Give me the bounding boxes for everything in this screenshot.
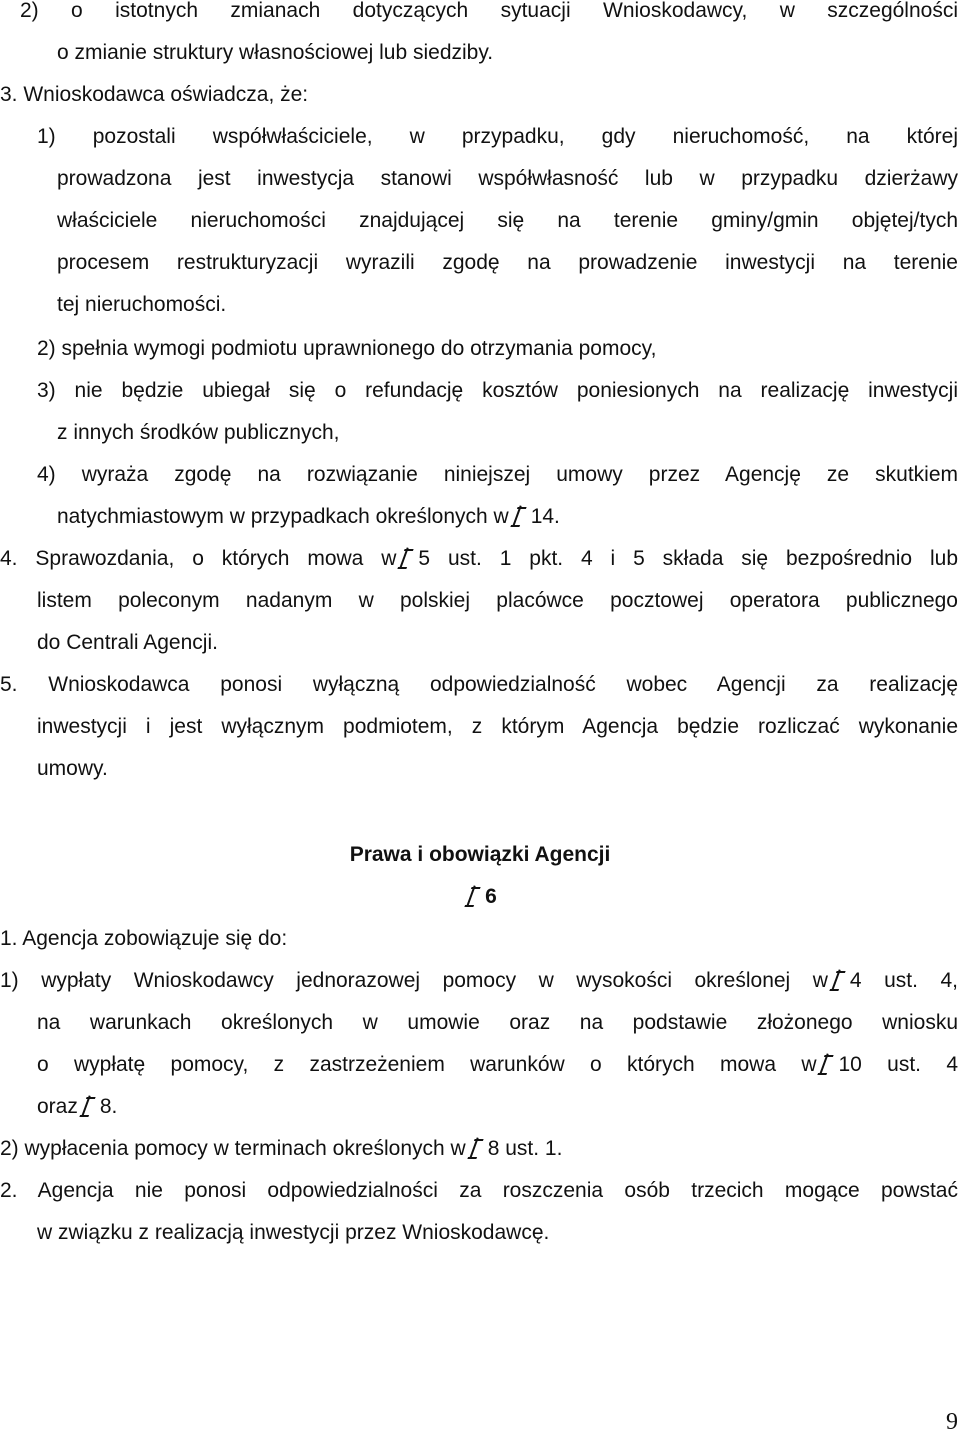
paragraph-3-4-cont <box>57 496 958 538</box>
text-line: umowy. <box>37 757 108 780</box>
paragraph-2-changes <box>20 0 958 32</box>
text-line: 1) pozostali współwłaściciele, w przypadku, gdy nieruchomość, na której <box>37 125 958 148</box>
page-number: 9 <box>946 1409 958 1435</box>
text-line: 1. Agencja zobowiązuje się do: <box>0 927 288 950</box>
section-sign-icon <box>470 1137 484 1159</box>
paragraph-3-3-line1 <box>37 370 958 412</box>
text-line: 3) nie będzie ubiegał się o refundację kosztów poniesionych na realizację inwestycji <box>37 379 958 402</box>
text-segment: o wypłatę pomocy, z zastrzeżeniem warunków o których mowa w <box>37 1053 817 1076</box>
paragraph-3-intro <box>0 74 958 116</box>
text-line <box>0 960 958 1002</box>
agency-1-intro <box>0 918 958 960</box>
paragraph-5-line1 <box>0 664 958 706</box>
text-line: na warunkach określonych w umowie oraz na podstawie złożonego wniosku <box>37 1011 958 1034</box>
text-segment: 8. <box>99 1095 118 1118</box>
text-segment: oraz <box>37 1095 78 1118</box>
text-line: tej nieruchomości. <box>57 293 227 316</box>
agency-1-1-line1 <box>0 960 958 1002</box>
text-line <box>0 538 958 580</box>
text-line: prowadzona jest inwestycja stanowi współwłasność lub w przypadku dzierżawy <box>57 167 958 190</box>
paragraph-3-1-cont <box>57 158 958 326</box>
paragraph-4-line1 <box>0 538 958 580</box>
text-line: inwestycji i jest wyłącznym podmiotem, z którym Agencja będzie rozliczać wykonanie <box>37 715 958 738</box>
section-number: 6 <box>485 885 497 908</box>
text-line <box>37 1044 958 1086</box>
text-line: 2) spełnia wymogi podmiotu uprawnionego do otrzymania pomocy, <box>37 337 657 360</box>
section-title: Prawa i obowiązki Agencji <box>349 843 611 866</box>
text-segment: 2) wypłacenia pomocy w terminach określonych w <box>0 1137 466 1160</box>
paragraph-3-4-line1 <box>37 454 958 496</box>
text-segment: natychmiastowym w przypadkach określonych w <box>57 505 509 528</box>
section-sign-icon <box>820 1053 834 1075</box>
text-line: 5. Wnioskodawca ponosi wyłączną odpowiedzialność wobec Agencji za realizację <box>0 673 958 696</box>
text-line <box>37 1086 958 1128</box>
agency-1-1-cont <box>37 1002 958 1128</box>
section-sign-icon <box>513 505 527 527</box>
text-segment: 4 ust. 4, <box>849 969 959 992</box>
text-line <box>0 1128 958 1170</box>
text-segment: 1) wypłaty Wnioskodawcy jednorazowej pomocy w wysokości określonej w <box>0 969 828 992</box>
text-line: procesem restrukturyzacji wyrazili zgodę na prowadzenie inwestycji na terenie <box>57 251 958 274</box>
text-line: 4) wyraża zgodę na rozwiązanie niniejszej umowy przez Agencję ze skutkiem <box>37 463 958 486</box>
text-line: z innych środków publicznych, <box>57 421 340 444</box>
text-line: do Centrali Agencji. <box>37 631 218 654</box>
paragraph-4-cont <box>37 580 958 664</box>
text-segment: 14. <box>530 505 560 528</box>
section-sign-icon <box>400 547 414 569</box>
paragraph-3-2 <box>37 328 958 370</box>
text-line: 2) o istotnych zmianach dotyczących sytuacji Wnioskodawcy, w szczególności <box>20 0 958 22</box>
section-number-heading <box>0 876 960 918</box>
agency-2-cont <box>37 1212 958 1254</box>
paragraph-3-1-line1 <box>37 116 958 158</box>
section-sign-icon <box>832 969 846 991</box>
text-line: 3. Wnioskodawca oświadcza, że: <box>0 83 309 106</box>
text-segment: 5 ust. 1 pkt. 4 i 5 składa się bezpośrednio lub <box>418 547 958 570</box>
text-segment: 10 ust. 4 <box>838 1053 958 1076</box>
text-segment: 4. Sprawozdania, o których mowa w <box>0 547 397 570</box>
text-line: o zmianie struktury własnościowej lub siedziby. <box>57 41 494 64</box>
paragraph-2-changes-cont <box>57 32 957 74</box>
text-line: listem poleconym nadanym w polskiej placówce pocztowej operatora publicznego <box>37 589 958 612</box>
text-line: w związku z realizacją inwestycji przez Wnioskodawcę. <box>37 1221 550 1244</box>
text-line: 2. Agencja nie ponosi odpowiedzialności za roszczenia osób trzecich mogące powstać <box>0 1179 958 1202</box>
section-sign-icon <box>467 885 481 907</box>
agency-2-line1 <box>0 1170 958 1212</box>
text-line: właściciele nieruchomości znajdującej się na terenie gminy/gmin objętej/tych <box>57 209 958 232</box>
text-segment: 8 ust. 1. <box>487 1137 563 1160</box>
text-line <box>57 496 958 538</box>
paragraph-5-cont <box>37 706 958 790</box>
section-sign-icon <box>82 1095 96 1117</box>
paragraph-3-3-cont <box>57 412 958 454</box>
agency-1-2 <box>0 1128 958 1170</box>
